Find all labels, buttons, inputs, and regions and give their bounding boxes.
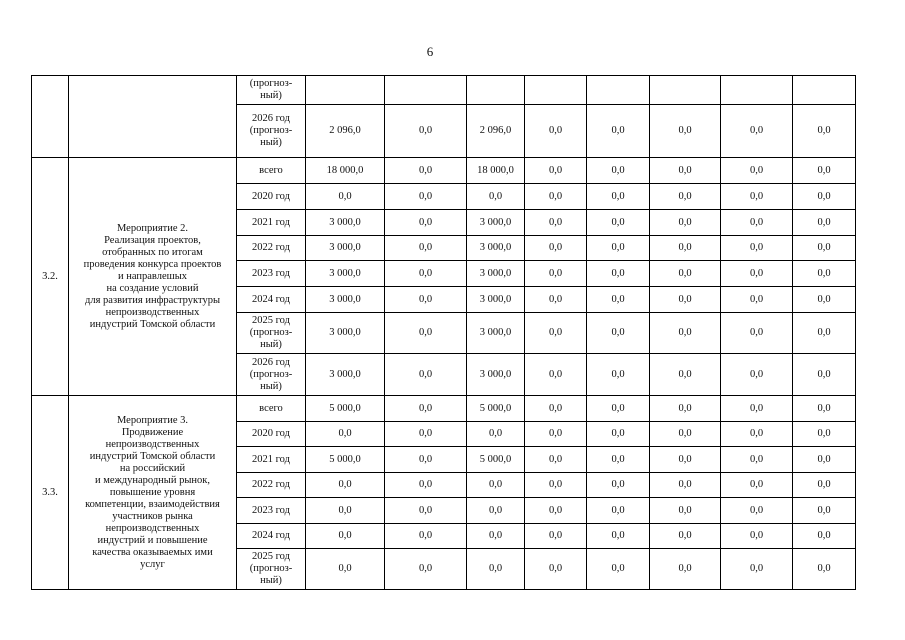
value-cell: 0,0 xyxy=(650,158,721,184)
year-cell: 2022 год xyxy=(237,473,306,498)
value-cell: 5 000,0 xyxy=(306,447,385,473)
value-cell: 0,0 xyxy=(525,313,587,354)
value-cell: 0,0 xyxy=(306,549,385,590)
value-cell: 18 000,0 xyxy=(467,158,525,184)
value-cell: 0,0 xyxy=(385,354,467,396)
budget-table xyxy=(31,75,856,590)
page-number: 6 xyxy=(426,44,434,59)
item-name: Мероприятие 2. Реализация проектов, отобранных по итогам проведения конкурса проектов и направлешых на создание условий для развития инфраструктуры непроизводственных индустрий Томской области xyxy=(69,158,237,396)
value-cell: 0,0 xyxy=(587,210,650,236)
value-cell: 0,0 xyxy=(650,549,721,590)
value-cell: 0,0 xyxy=(306,498,385,524)
year-cell: 2024 год xyxy=(237,287,306,313)
value-cell: 0,0 xyxy=(587,313,650,354)
value-cell xyxy=(467,76,525,105)
table-row xyxy=(32,158,856,184)
value-cell: 0,0 xyxy=(721,287,793,313)
value-cell: 2 096,0 xyxy=(306,105,385,158)
value-cell: 0,0 xyxy=(650,354,721,396)
value-cell: 0,0 xyxy=(467,524,525,549)
value-cell: 0,0 xyxy=(385,158,467,184)
value-cell: 0,0 xyxy=(650,524,721,549)
value-cell: 0,0 xyxy=(525,498,587,524)
item-name: Мероприятие 3. Продвижение непроизводственных индустрий Томской области на российский и международный рынок, повышение уровня компетенции, взаимодействия участников рынка непроизводственных индустрий и повышение качества оказываемых ими услуг xyxy=(69,396,237,590)
value-cell: 3 000,0 xyxy=(306,354,385,396)
value-cell: 0,0 xyxy=(721,422,793,447)
value-cell: 0,0 xyxy=(721,105,793,158)
value-cell: 18 000,0 xyxy=(306,158,385,184)
value-cell: 0,0 xyxy=(385,105,467,158)
value-cell: 0,0 xyxy=(385,313,467,354)
value-cell: 0,0 xyxy=(650,105,721,158)
value-cell: 0,0 xyxy=(587,261,650,287)
year-cell: 2021 год xyxy=(237,447,306,473)
value-cell: 0,0 xyxy=(721,236,793,261)
value-cell: 3 000,0 xyxy=(467,354,525,396)
value-cell: 0,0 xyxy=(721,396,793,422)
value-cell: 0,0 xyxy=(385,287,467,313)
year-cell: 2022 год xyxy=(237,236,306,261)
value-cell: 0,0 xyxy=(385,396,467,422)
value-cell: 0,0 xyxy=(306,422,385,447)
value-cell: 0,0 xyxy=(587,158,650,184)
year-cell: 2020 год xyxy=(237,184,306,210)
year-cell: 2025 год (прогноз- ный) xyxy=(237,549,306,590)
year-cell: 2023 год xyxy=(237,498,306,524)
value-cell xyxy=(385,76,467,105)
value-cell: 0,0 xyxy=(525,447,587,473)
value-cell: 0,0 xyxy=(721,158,793,184)
value-cell: 0,0 xyxy=(721,498,793,524)
value-cell: 0,0 xyxy=(721,184,793,210)
item-number xyxy=(32,76,69,158)
item-name xyxy=(69,76,237,158)
value-cell: 0,0 xyxy=(793,422,856,447)
value-cell: 0,0 xyxy=(385,261,467,287)
value-cell: 0,0 xyxy=(587,105,650,158)
value-cell: 0,0 xyxy=(306,473,385,498)
value-cell: 0,0 xyxy=(721,354,793,396)
value-cell: 0,0 xyxy=(587,473,650,498)
value-cell: 0,0 xyxy=(467,422,525,447)
year-cell: всего xyxy=(237,396,306,422)
value-cell: 0,0 xyxy=(650,287,721,313)
value-cell: 3 000,0 xyxy=(306,313,385,354)
value-cell xyxy=(525,76,587,105)
value-cell: 0,0 xyxy=(721,473,793,498)
value-cell: 0,0 xyxy=(793,210,856,236)
value-cell: 0,0 xyxy=(385,498,467,524)
value-cell: 0,0 xyxy=(650,184,721,210)
year-cell: 2023 год xyxy=(237,261,306,287)
value-cell xyxy=(721,76,793,105)
value-cell: 3 000,0 xyxy=(306,261,385,287)
value-cell: 0,0 xyxy=(650,447,721,473)
value-cell: 0,0 xyxy=(721,261,793,287)
value-cell: 0,0 xyxy=(385,447,467,473)
value-cell xyxy=(793,76,856,105)
value-cell: 0,0 xyxy=(306,184,385,210)
year-cell: 2021 год xyxy=(237,210,306,236)
value-cell: 0,0 xyxy=(467,549,525,590)
value-cell: 0,0 xyxy=(385,236,467,261)
value-cell: 3 000,0 xyxy=(306,210,385,236)
value-cell xyxy=(306,76,385,105)
value-cell: 0,0 xyxy=(525,158,587,184)
value-cell: 0,0 xyxy=(721,549,793,590)
value-cell: 0,0 xyxy=(793,549,856,590)
table-row xyxy=(32,76,856,105)
value-cell: 0,0 xyxy=(793,287,856,313)
value-cell: 0,0 xyxy=(525,396,587,422)
value-cell: 0,0 xyxy=(721,524,793,549)
year-cell: 2025 год (прогноз- ный) xyxy=(237,313,306,354)
value-cell: 0,0 xyxy=(525,210,587,236)
value-cell: 3 000,0 xyxy=(467,236,525,261)
year-cell: всего xyxy=(237,158,306,184)
value-cell: 0,0 xyxy=(793,354,856,396)
value-cell: 0,0 xyxy=(525,261,587,287)
year-cell: (прогноз- ный) xyxy=(237,76,306,105)
value-cell: 5 000,0 xyxy=(467,447,525,473)
value-cell: 0,0 xyxy=(650,396,721,422)
value-cell: 0,0 xyxy=(587,236,650,261)
value-cell: 0,0 xyxy=(793,184,856,210)
value-cell: 0,0 xyxy=(793,473,856,498)
value-cell: 0,0 xyxy=(525,184,587,210)
value-cell: 0,0 xyxy=(793,158,856,184)
value-cell: 0,0 xyxy=(385,524,467,549)
value-cell: 0,0 xyxy=(587,396,650,422)
value-cell: 0,0 xyxy=(650,473,721,498)
value-cell: 0,0 xyxy=(587,354,650,396)
value-cell: 3 000,0 xyxy=(306,287,385,313)
table-row xyxy=(32,396,856,422)
value-cell: 0,0 xyxy=(793,524,856,549)
year-cell: 2024 год xyxy=(237,524,306,549)
value-cell: 0,0 xyxy=(385,473,467,498)
value-cell: 0,0 xyxy=(525,105,587,158)
value-cell: 0,0 xyxy=(525,287,587,313)
value-cell: 0,0 xyxy=(793,498,856,524)
value-cell: 0,0 xyxy=(525,236,587,261)
value-cell: 0,0 xyxy=(467,473,525,498)
value-cell: 0,0 xyxy=(587,184,650,210)
value-cell: 3 000,0 xyxy=(306,236,385,261)
value-cell: 0,0 xyxy=(385,210,467,236)
value-cell: 3 000,0 xyxy=(467,313,525,354)
value-cell: 0,0 xyxy=(385,184,467,210)
item-number: 3.3. xyxy=(32,396,69,590)
value-cell: 0,0 xyxy=(587,549,650,590)
value-cell: 0,0 xyxy=(650,236,721,261)
value-cell: 0,0 xyxy=(467,498,525,524)
value-cell: 0,0 xyxy=(650,261,721,287)
value-cell: 0,0 xyxy=(525,354,587,396)
item-number: 3.2. xyxy=(32,158,69,396)
value-cell: 0,0 xyxy=(650,313,721,354)
year-cell: 2026 год (прогноз- ный) xyxy=(237,354,306,396)
year-cell: 2026 год (прогноз- ный) xyxy=(237,105,306,158)
value-cell: 0,0 xyxy=(721,447,793,473)
value-cell: 0,0 xyxy=(793,447,856,473)
value-cell: 0,0 xyxy=(525,422,587,447)
value-cell: 0,0 xyxy=(793,396,856,422)
value-cell: 0,0 xyxy=(587,287,650,313)
value-cell: 0,0 xyxy=(650,498,721,524)
value-cell: 3 000,0 xyxy=(467,287,525,313)
value-cell: 0,0 xyxy=(525,473,587,498)
value-cell: 0,0 xyxy=(306,524,385,549)
value-cell: 0,0 xyxy=(793,236,856,261)
value-cell: 0,0 xyxy=(467,184,525,210)
value-cell: 3 000,0 xyxy=(467,261,525,287)
value-cell: 0,0 xyxy=(721,210,793,236)
value-cell: 0,0 xyxy=(721,313,793,354)
value-cell: 0,0 xyxy=(587,422,650,447)
budget-table-body xyxy=(32,76,856,590)
value-cell: 0,0 xyxy=(587,498,650,524)
value-cell: 0,0 xyxy=(793,261,856,287)
value-cell: 0,0 xyxy=(525,549,587,590)
value-cell xyxy=(587,76,650,105)
value-cell: 0,0 xyxy=(793,105,856,158)
value-cell: 5 000,0 xyxy=(467,396,525,422)
value-cell: 5 000,0 xyxy=(306,396,385,422)
value-cell: 0,0 xyxy=(793,313,856,354)
value-cell: 0,0 xyxy=(587,447,650,473)
value-cell: 0,0 xyxy=(525,524,587,549)
value-cell: 0,0 xyxy=(587,524,650,549)
value-cell: 0,0 xyxy=(650,210,721,236)
value-cell: 3 000,0 xyxy=(467,210,525,236)
year-cell: 2020 год xyxy=(237,422,306,447)
value-cell xyxy=(650,76,721,105)
value-cell: 0,0 xyxy=(385,549,467,590)
value-cell: 0,0 xyxy=(650,422,721,447)
value-cell: 0,0 xyxy=(385,422,467,447)
value-cell: 2 096,0 xyxy=(467,105,525,158)
